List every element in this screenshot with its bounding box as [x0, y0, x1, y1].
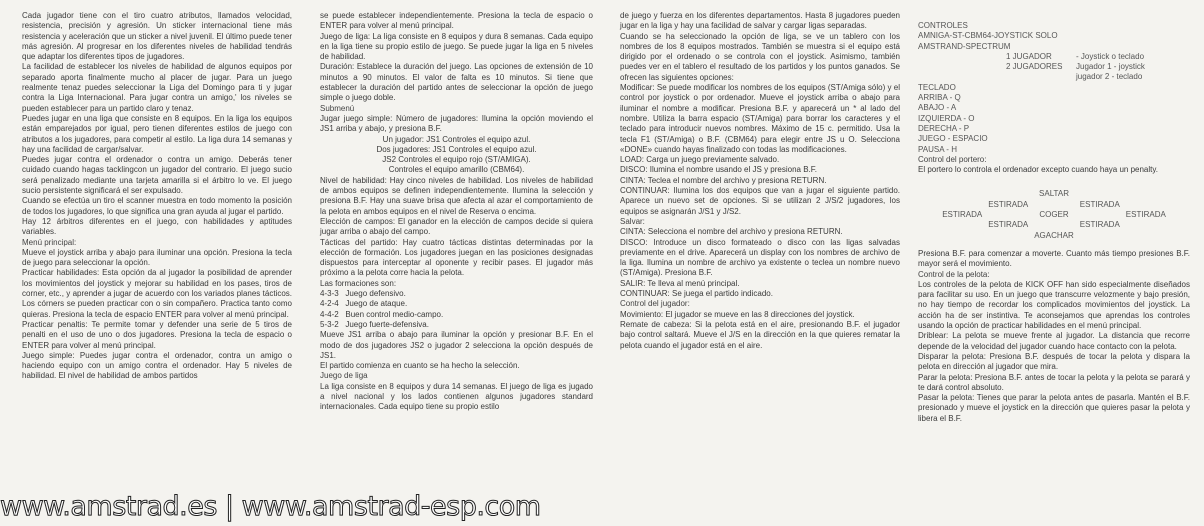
paragraph: Cada jugador tiene con el tiro cuatro atributos, llamados velocidad, resistencia, precisión y agresión. Un sticker internacional tiene más resistencia y aceleración que un sticker a nivel juvenil. El último puede tener más agresión. Al progresar en los diferentes niveles de habilidad tendrás que adaptar los diferentes tipos de jugadores. — [22, 11, 292, 62]
keys-title: TECLADO — [918, 82, 956, 92]
paragraph: Nivel de habilidad: Hay cinco niveles de habilidad. Los niveles de habilidad de ambos equipos se definen independientemente. Ilumina la selección y presiona B.F. Hay una suave brisa que afecta al azar el comportamiento de la pelota en ambos equipos en el nivel de Reserva o encima. — [320, 175, 593, 216]
formation-desc: Juego de ataque. — [345, 299, 408, 309]
controls-title: CONTROLES — [918, 21, 968, 30]
paragraph: Las formaciones son: — [320, 278, 397, 288]
key-line: ABAJO - A — [918, 103, 957, 113]
watermark: www.amstrad.es | www.amstrad-esp.com — [0, 491, 541, 522]
paragraph: Puedes jugar en una liga que consiste en 8 equipos. En la liga los equipos están emparejados por igual, pero tienen diferentes estilos de juego con atributos a los jugadores, para competir al estilo. La liga dura 14 semanas y hay una facilidad de cargar/salvar. — [22, 113, 292, 154]
player-line: JS2 Controles el equipo rojo (ST/AMIGA). — [382, 155, 531, 165]
paragraph: Puedes jugar contra el ordenador o contra un amigo. Deberás tener cuidado cuando hagas tacklingcon un jugador del contrario. El juego sucio será penalizado mediante una tarjeta amarilla si el árbitro lo ve. El juego sucio persistente significará el ser expulsado. — [22, 155, 292, 196]
diagram-right: ESTIRADA — [1125, 210, 1166, 220]
paragraph: DISCO: Introduce un disco formateado o disco con las ligas salvadas previamente en el drive. Aparecerá un display con los nombres de archivo de la liga. Ilumina un nombre de archivo ya existente o teclea un nombre nuevo (ST/Amiga). Presiona B.F. — [620, 237, 900, 278]
controls-line: AMSTRAND-SPECTRUM — [918, 41, 1011, 51]
controls-line: AMNIGA-ST-CBM64-JOYSTICK SOLO — [918, 31, 1058, 41]
paragraph: Juego de liga: La liga consiste en 8 equipos y dura 8 semanas. Cada equipo en la liga tiene su propio estilo de juego. Se puede jugar la liga en 5 niveles de habilidad. — [320, 31, 593, 62]
column-1 — [22, 11, 292, 382]
diagram-down-right: ESTIRADA — [1079, 220, 1120, 230]
key-line: JUEGO - ESPACIO — [918, 134, 988, 144]
paragraph: El portero lo controla el ordenador excepto cuando haya un penalty. — [918, 165, 1159, 175]
paragraph: El partido comienza en cuanto se ha hecho la selección. — [320, 361, 520, 371]
key-line: PAUSA - H — [918, 144, 957, 154]
paragraph: Disparar la pelota: Presiona B.F. después de tocar la pelota y dispara la pelota en dirección al jugador que mira. — [918, 351, 1190, 372]
column-3 — [620, 11, 900, 351]
paragraph: SALIR: Te lleva al menú principal. — [620, 278, 740, 288]
paragraph: Practicar penaltis: Te permite tomar y defender una serie de 5 tiros de penalti en el uso de uno o dos jugadores. Presiona la tecla de espacio o ENTER para volver al menú principal. — [22, 319, 292, 350]
formation-code: 5-3-2 — [320, 319, 339, 329]
player-mode — [918, 62, 1190, 72]
diagram-up: SALTAR — [1039, 189, 1069, 199]
paragraph: Los controles de la pelota de KICK OFF han sido especialmente diseñados para facilitar su uso. En un juego que transcurre velozmente y bajo presión, no hay tiempo de recordar los complicados movimientos del joystick. La acción ha de ser instintiva. Te aconsejamos que aprendas los controles usando la opción de practicar habilidades en el menú principal. — [918, 279, 1190, 331]
paragraph: Practicar habilidades: Esta opción da al jugador la posibilidad de aprender los movimientos del joystick y mejorar su habilidad en los pases, tiros de corner, etc., y aprender a jugar de acuerdo con los variados planes tácticos. Los córners se pueden practicar con o sin compañero. Practica tanto como quieras. Presiona la tecla de espacio ENTER para volver al menú principal. — [22, 268, 292, 319]
section-heading-portero: Control del portero: — [918, 154, 987, 164]
formation-desc: Juego fuerte-defensiva. — [345, 319, 429, 329]
paragraph: Elección de campos: El ganador en la elección de campos decide si quiera jugar arriba o abajo del campo. — [320, 216, 593, 237]
formation-code: 4-2-4 — [320, 299, 339, 309]
paragraph: CONTINUAR: Se juega el partido indicado. — [620, 289, 773, 299]
load-line: CINTA: Teclea el nombre del archivo y presiona RETURN. — [620, 175, 827, 185]
paragraph: Jugar juego simple: Número de jugadores: Ilumina la opción moviendo el JS1 arriba y abajo, y presiona B.F. — [320, 113, 593, 134]
paragraph: Parar la pelota: Presiona B.F. antes de tocar la pelota y la pelota se parará y te dará control absoluto. — [918, 372, 1190, 392]
paragraph: Pasar la pelota: Tienes que parar la pelota antes de pasarla. Mantén el B.F. presionado y mueve el joystick en la dirección que quieres pasar la pelota y libera el B.F. — [918, 393, 1190, 423]
paragraph: se puede establecer independientemente. Presiona la tecla de espacio o ENTER para volver al menú principal. — [320, 11, 593, 31]
player-mode-label: 1 JUGADOR — [1006, 51, 1052, 61]
player-mode — [918, 72, 1190, 82]
paragraph: Cuando se ha seleccionado la opción de liga, se ve un tablero con los nombres de los 8 equipos mostrados. También se muestra si el equipo está dirigido por el ordenado o se controla con el joystick. Asimismo, también puedes ver en el tablero el resultado de los partidos y los puntos ganados. Se ofrecen las siguientes opciones: — [620, 31, 900, 82]
diagram-center: COGER — [1039, 210, 1069, 220]
paragraph: CONTINUAR: Ilumina los dos equipos que van a jugar el siguiente partido. Aparece un nuevo set de opciones. Si se utilizan 2 J/S/2 jugadores, los equipos se asignarán J/S1 y J/S2. — [620, 186, 900, 216]
paragraph: Modificar: Se puede modificar los nombres de los equipos (ST/Amiga sólo) y el control por joystick o por ordenador. Mueve el joystick arriba o abajo para iluminar el nombre a modificar. Presiona B.F. y aparecerá un * al lado del nombre. Utiliza la barra espacio (ST/Amiga) para borrar los caracteres y el teclado para introducir nuevos nombres. Máximo de 15 c. permitido. Usa la tecla F1 (ST/Amiga) o B.F. (CBM64) para elegir entre JS u O. Selecciona «DONE» cuando hayas finalizado con todas las modificaciones. — [620, 83, 900, 154]
player-line: Dos jugadores: JS1 Controles el equipo azul. — [376, 144, 537, 154]
paragraph: CINTA: Selecciona el nombre del archivo y presiona RETURN. — [620, 227, 843, 237]
column-2 — [320, 11, 593, 413]
paragraph: Cuando se efectúa un tiro el scanner muestra en todo momento la posición de todos los jugadores, lo que significa una gran ayuda al jugar el partido. — [22, 196, 292, 216]
load-line: LOAD: Carga un juego previamente salvado. — [620, 155, 780, 165]
player-mode-value: jugador 2 - teclado — [1076, 72, 1143, 82]
player-line: Controles el equipo amarillo (CBM64). — [388, 165, 525, 175]
section-heading-pelota: Control de la pelota: — [918, 269, 990, 279]
player-mode — [918, 52, 1190, 62]
paragraph: Juego simple: Puedes jugar contra el ordenador, contra un amigo o haciendo equipo con un amigo contra el ordenador. Hay 5 niveles de habilidad. El nivel de habilidad de ambos partidos — [22, 350, 292, 381]
column-4 — [918, 11, 1190, 424]
key-line: IZQUIERDA - O — [918, 113, 975, 123]
paragraph: Mueve el joystick arriba y abajo para iluminar una opción. Presiona la tecla de juego para seleccionar la opción. — [22, 247, 292, 268]
paragraph: Driblear: La pelota se mueve frente al jugador. La distancia que recorre depende de la velocidad del jugador cuando hace contacto con la pelota. — [918, 331, 1190, 351]
paragraph: La liga consiste en 8 equipos y dura 14 semanas. El juego de liga es jugado a nivel nacional y los lados contienen algunos jugadores standard internacionales. Cada equipo tiene su propio estilo — [320, 381, 593, 412]
load-line: DISCO: Ilumina el nombre usando el JS y presiona B.F. — [620, 165, 817, 175]
paragraph: Mueve JS1 arriba o abajo para iluminar la opción y presionar B.F. En el modo de dos jugadores JS2 o jugador 2 selecciona la opción después de JS1. — [320, 330, 593, 360]
diagram-up-right: ESTIRADA — [1079, 199, 1120, 209]
diagram-up-left: ESTIRADA — [988, 199, 1029, 209]
section-heading-jugador: Control del jugador: — [620, 299, 690, 309]
paragraph: Movimiento: El jugador se mueve en las 8 direcciones del joystick. — [620, 309, 855, 319]
watermark-row — [0, 492, 1204, 526]
formation-code: 4-4-2 — [320, 309, 339, 319]
player-line: Un jugador: JS1 Controles el equipo azul. — [382, 134, 531, 144]
paragraph: de juego y fuerza en los diferentes departamentos. Hasta 8 jugadores pueden jugar en la liga y hay una facilidad de salvar y cargar ligas separadas. — [620, 11, 900, 31]
formation-code: 4-3-3 — [320, 289, 339, 299]
section-heading-submenu: Submenú — [320, 103, 355, 113]
paragraph: Duración: Establece la duración del juego. Las opciones de extensión de 10 minutos a 90 minutos. El valor de falta es 10 minutos. Si tiene que establecer la duración del partido antes de seleccionar la opción de juego simple o juego doble. — [320, 62, 593, 103]
formation-row — [320, 320, 593, 330]
goalkeeper-diagram — [918, 189, 1190, 240]
section-heading-salvar: Salvar: — [620, 216, 645, 226]
formation-row — [320, 310, 593, 320]
controls-section — [918, 21, 1190, 155]
formation-desc: Buen control medio-campo. — [345, 309, 444, 319]
formation-row — [320, 289, 593, 299]
paragraph: Tácticas del partido: Hay cuatro tácticas distintas determinadas por la elección de formación. Los jugadores juegan en las posiciones designadas dispuestos para interceptar al oponente y recibir pases. El jugador más próximo a la pelota corre hacia la pelota. — [320, 237, 593, 278]
paragraph: Presiona B.F. para comenzar a moverte. Cuanto más tiempo presiones B.F. mayor será el movimiento. — [918, 248, 1190, 269]
section-heading-liga: Juego de liga — [320, 371, 368, 381]
formation-row — [320, 299, 593, 309]
paragraph: Remate de cabeza: Si la pelota está en el aire, presionando B.F. el jugador bajo control saltará. Mueve el J/S en la dirección en la que quieres rematar la pelota cuando el jugador está en el aire. — [620, 319, 900, 350]
section-heading-menu: Menú principal: — [22, 237, 77, 247]
paragraph: Hay 12 árbitros diferentes en el juego, con habilidades y aptitudes variables. — [22, 216, 292, 237]
paragraph: La facilidad de establecer los niveles de habilidad de algunos equipos por separado aporta finalmente mucho al placer de jugar. Para un juego realmente tenaz puedes seleccionar la Liga del Domingo para ti y jugar contra la Liga Internacional. Para jugar contra un amigo,' los niveles se pueden establecer para un partido claro y tenaz. — [22, 62, 292, 113]
player-mode-value: Jugador 1 - joystick — [1076, 62, 1145, 72]
diagram-down: AGACHAR — [1034, 230, 1074, 240]
key-line: ARRIBA - Q — [918, 93, 961, 103]
diagram-down-left: ESTIRADA — [988, 220, 1029, 230]
player-mode-value: - Joystick o teclado — [1076, 51, 1145, 61]
player-mode-label: 2 JUGADORES — [1006, 62, 1063, 72]
key-line: DERECHA - P — [918, 123, 970, 133]
formation-desc: Juego defensivo. — [345, 289, 406, 299]
diagram-left: ESTIRADA — [942, 210, 983, 220]
